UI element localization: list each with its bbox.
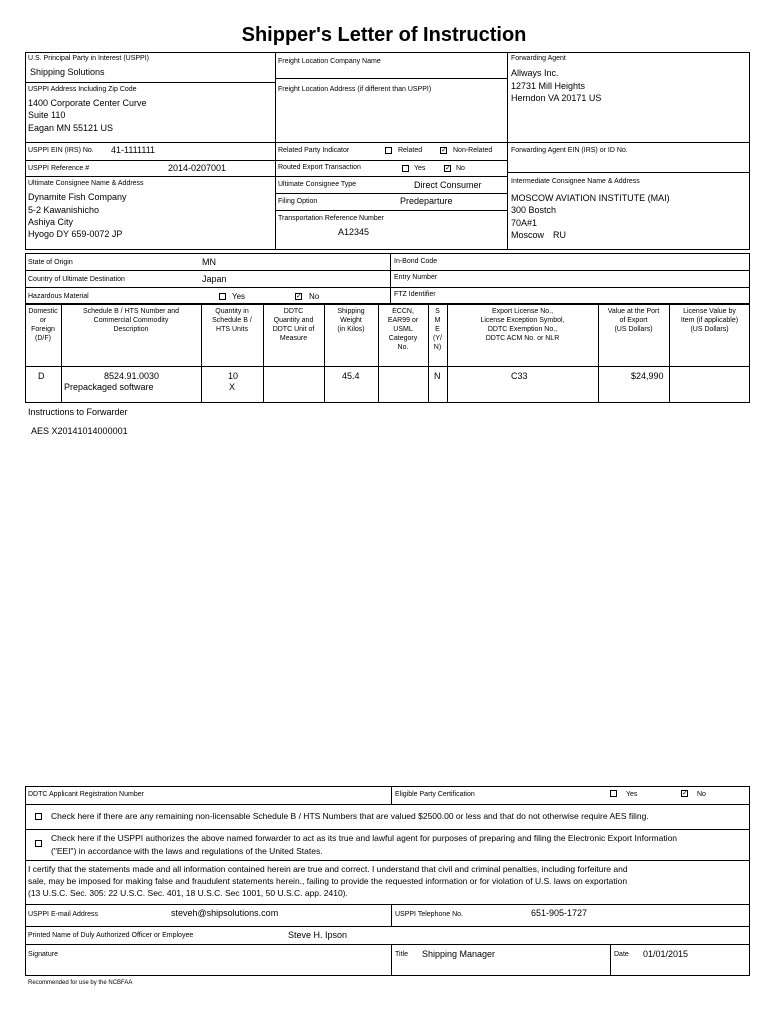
ddtc-applicant-label: DDTC Applicant Registration Number [28,791,144,798]
cell-license: C33 [511,371,528,381]
forwarding-agent-line3: Herndon VA 20171 US [511,93,602,103]
printed-name-label: Printed Name of Duly Authorized Officer or Employee [28,932,194,939]
cell-quantity: 10 [228,371,239,381]
usppi-email-value: steveh@shipsolutions.com [171,908,279,918]
col-header-schedule-b: Schedule B / HTS Number and Commercial Commodity Description [82,308,180,333]
col-header-ddtc: DDTC Quantity and DDTC Unit of Measure [272,308,315,342]
check2-line1: Check here if the USPPI authorizes the above named forwarder to act as its true and lawful agent for purposes of preparing and filing the Electronic Export Information [51,833,678,843]
usppi-reference-value: 2014-0207001 [168,163,227,173]
cell-weight: 45.4 [342,371,360,381]
routed-yes-checkbox[interactable] [402,165,409,172]
usppi-value: Shipping Solutions [30,67,105,77]
usppi-ein-label: USPPI EIN (IRS) No. [28,147,94,154]
cell-sme: N [434,371,441,381]
forwarding-agent-line2: 12731 Mill Heights [511,81,586,91]
hazardous-label: Hazardous Material [28,293,89,300]
eligible-no-checkbox[interactable]: ✓ [682,790,688,797]
filing-option-value: Predeparture [400,196,453,206]
state-origin-label: State of Origin [28,259,73,266]
col-header-value: Value at the Port of Export (US Dollars) [607,308,660,333]
ftz-label: FTZ Identifier [394,291,436,298]
cell-schedule-b: 8524.91.0030 [104,371,160,381]
state-origin-value: MN [202,257,216,267]
related-checkbox[interactable] [385,147,392,154]
ultimate-consignee-line2: 5-2 Kawanishicho [28,205,100,215]
check1-text: Check here if there are any remaining non-licensable Schedule B / HTS Numbers that are valued $2500.00 or less and that do not otherwise require AES filing. [51,811,649,821]
forwarding-agent-line1: Allways Inc. [511,68,559,78]
forwarding-ein-label: Forwarding Agent EIN (IRS) or ID No. [511,147,628,154]
certify-line3: (13 U.S.C. Sec. 305: 22 U.S.C. Sec. 401, 18 U.S.C. Sec 1001, 50 U.S.C. app. 2410). [28,888,348,898]
instructions-value: AES X20141014000001 [31,426,128,436]
cell-quantity-unit: X [229,382,236,392]
col-header-weight: Shipping Weight (in Kilos) [337,308,365,333]
intermediate-consignee-country: RU [553,230,566,240]
routed-no-checkbox[interactable]: ✓ [445,165,451,172]
routed-no-label: No [456,165,465,172]
transport-ref-value: A12345 [338,227,370,237]
eligible-no-label: No [697,791,706,798]
intermediate-consignee-label: Intermediate Consignee Name & Address [511,178,640,185]
related-party-label: Related Party Indicator [278,147,350,154]
hazardous-no-checkbox[interactable]: ✓ [296,293,302,300]
cell-description: Prepackaged software [64,382,154,392]
usppi-email-label: USPPI E-mail Address [28,911,99,918]
usppi-reference-label: USPPI Reference # [28,165,90,172]
hazardous-no-label: No [309,292,320,301]
intermediate-consignee-line3: 70A#1 [511,218,538,228]
title-label: Title [395,951,408,958]
usppi-phone-label: USPPI Telephone No. [395,911,463,918]
col-header-eccn: ECCN, EAR99 or USML Category No. [387,308,419,351]
eligible-party-label: Eligible Party Certification [395,791,475,798]
consignee-type-label: Ultimate Consignee Type [278,181,357,188]
usppi-address-line3: Eagan MN 55121 US [28,123,114,133]
usppi-ein-value: 41-1111111 [111,145,156,155]
usppi-address-line2: Suite 110 [28,110,66,120]
signature-label: Signature [28,951,58,958]
consignee-type-value: Direct Consumer [414,180,482,190]
related-option-label: Related [398,147,423,154]
entry-number-label: Entry Number [394,274,438,281]
usppi-phone-value: 651-905-1727 [531,908,588,918]
title-value: Shipping Manager [422,949,496,959]
routed-export-label: Routed Export Transaction [278,164,361,171]
usppi-label: U.S. Principal Party in Interest (USPPI) [28,55,149,62]
forwarding-agent-label: Forwarding Agent [511,55,566,62]
instructions-label: Instructions to Forwarder [28,407,128,417]
non-related-checkbox[interactable]: ✓ [441,147,447,154]
ultimate-consignee-line1: Dynamite Fish Company [28,192,127,202]
page-title: Shipper's Letter of Instruction [241,24,527,46]
check2-line2: ("EEI") in accordance with the laws and regulations of the United States. [51,846,323,856]
usppi-address-line1: 1400 Corporate Center Curve [28,98,147,108]
intermediate-consignee-line4: Moscow [511,230,545,240]
col-header-domestic: Domestic or Foreign (D/F) [28,308,58,342]
date-value: 01/01/2015 [643,949,689,959]
date-label: Date [614,951,629,958]
freight-address-label: Freight Location Address (if different than USPPI) [278,86,432,93]
filing-option-label: Filing Option [278,198,318,205]
ultimate-consignee-line4: Hyogo DY 659-0072 JP [28,229,123,239]
col-header-license-value: License Value by Item (if applicable) (US Dollars) [680,308,739,333]
eligible-yes-label: Yes [626,791,638,798]
hazardous-yes-label: Yes [232,292,246,301]
check2-checkbox[interactable] [35,840,42,847]
in-bond-label: In-Bond Code [394,258,438,265]
origin-section [25,253,750,304]
intermediate-consignee-line1: MOSCOW AVIATION INSTITUTE (MAI) [511,193,670,203]
routed-yes-label: Yes [414,165,426,172]
eligible-yes-checkbox[interactable] [610,790,617,797]
cell-df: D [38,371,45,381]
freight-company-label: Freight Location Company Name [278,58,381,65]
certify-line2: sale, may be imposed for making false and fraudulent statements herein., failing to provide the requested information or for violation of U.S. laws on exportation [28,876,628,886]
ultimate-consignee-line3: Ashiya City [28,217,74,227]
country-dest-value: Japan [202,274,227,284]
non-related-option-label: Non-Related [453,147,493,154]
ultimate-consignee-label: Ultimate Consignee Name & Address [28,180,144,187]
col-header-quantity: Quantity in Schedule B / HTS Units [212,308,252,333]
transport-ref-label: Transportation Reference Number [278,215,384,222]
check1-checkbox[interactable] [35,813,42,820]
col-header-sme: S M E (Y/ N) [433,308,442,351]
printed-name-value: Steve H. Ipson [288,930,348,940]
usppi-address-label: USPPI Address Including Zip Code [28,86,137,93]
cell-value: $24,990 [631,371,664,381]
country-dest-label: Country of Ultimate Destination [28,276,125,283]
certify-line1: I certify that the statements made and all information contained herein are true and correct. I understand that civil and criminal penalties, including forfeiture and [28,864,628,874]
intermediate-consignee-line2: 300 Bostch [511,205,557,215]
hazardous-yes-checkbox[interactable] [219,293,226,300]
footer-note: Recommended for use by the NCBFAA [28,980,133,986]
col-header-license: Export License No., License Exception Symbol, DDTC Exemption No., DDTC ACM No. or NLR [480,308,565,342]
